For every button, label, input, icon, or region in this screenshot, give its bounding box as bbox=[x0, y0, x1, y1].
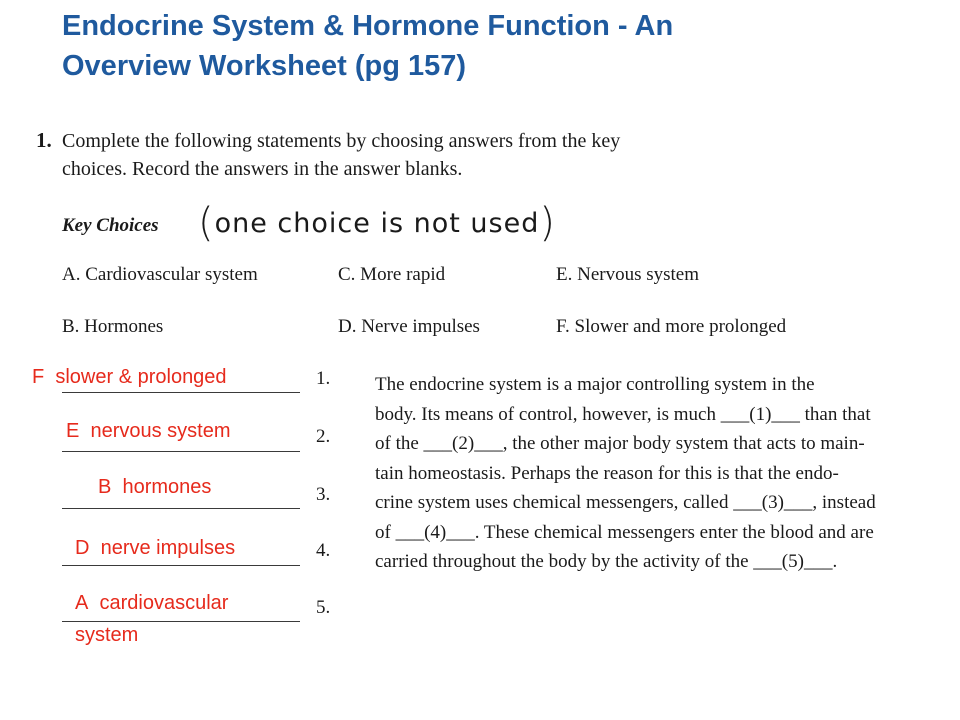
blank-number-1: 1. bbox=[316, 368, 331, 389]
paragraph-line-5: crine system uses chemical messengers, called ___(3)___, instead bbox=[375, 492, 876, 513]
key-choice-d: D. Nerve impulses bbox=[338, 316, 480, 337]
answer-4 bbox=[75, 535, 235, 561]
paragraph-line-3: of the ___(2)___, the other major body system that acts to main- bbox=[375, 433, 865, 454]
answer-1-text: slower & prolonged bbox=[55, 366, 227, 388]
instruction-line-2: choices. Record the answers in the answer blanks. bbox=[62, 158, 463, 180]
blank-number-4: 4. bbox=[316, 540, 331, 561]
key-choices-title: Key Choices bbox=[62, 215, 159, 236]
paragraph-line-7: carried throughout the body by the activity of the ___(5)___. bbox=[375, 551, 838, 572]
answer-3-letter: B bbox=[98, 476, 112, 498]
key-choice-a: A. Cardiovascular system bbox=[62, 264, 258, 285]
handwritten-note: (one choice is not used) bbox=[198, 200, 556, 246]
question-number: 1. bbox=[36, 128, 52, 152]
answer-1 bbox=[32, 364, 227, 390]
instruction-line-1: Complete the following statements by choosing answers from the key bbox=[62, 130, 621, 152]
key-choice-f: F. Slower and more prolonged bbox=[556, 316, 787, 337]
paragraph-line-6: of ___(4)___. These chemical messengers enter the blood and are bbox=[375, 521, 874, 543]
blank-number-2: 2. bbox=[316, 426, 331, 447]
statement-paragraph bbox=[375, 370, 947, 577]
answer-3-text: hormones bbox=[122, 476, 212, 498]
slide-title-line-2: Overview Worksheet (pg 157) bbox=[62, 50, 467, 82]
answer-5-continued: system bbox=[75, 624, 139, 646]
answer-2-text: nervous system bbox=[90, 420, 231, 442]
blank-number-3: 3. bbox=[316, 484, 331, 505]
key-choice-e: E. Nervous system bbox=[556, 264, 700, 285]
paragraph-line-4: tain homeostasis. Perhaps the reason for this is that the endo- bbox=[375, 462, 839, 484]
answer-blank-line-1 bbox=[62, 392, 300, 393]
paragraph-line-2: body. Its means of control, however, is much ___(1)___ than that bbox=[375, 403, 871, 425]
answer-5 bbox=[75, 590, 228, 616]
answer-2 bbox=[66, 418, 231, 444]
answer-3 bbox=[98, 474, 211, 500]
answer-blank-line-4 bbox=[62, 565, 300, 566]
answer-4-letter: D bbox=[75, 537, 90, 559]
key-choice-b: B. Hormones bbox=[62, 316, 164, 337]
answer-5-letter: A bbox=[75, 592, 89, 614]
answer-1-letter: F bbox=[32, 366, 45, 388]
slide-title-line-1: Endocrine System & Hormone Function - An bbox=[62, 10, 674, 42]
handwritten-note-text: one choice is not used bbox=[214, 208, 540, 239]
blank-number-5: 5. bbox=[316, 597, 331, 618]
paragraph-line-1: The endocrine system is a major controlling system in the bbox=[375, 374, 815, 395]
answer-blank-line-3 bbox=[62, 508, 300, 509]
answer-4-text: nerve impulses bbox=[100, 537, 236, 559]
slide-title bbox=[62, 6, 942, 86]
answer-2-letter: E bbox=[66, 420, 80, 442]
key-choice-c: C. More rapid bbox=[338, 264, 446, 285]
answer-5-text: cardiovascular bbox=[99, 592, 229, 614]
answer-blank-line-2 bbox=[62, 451, 300, 452]
